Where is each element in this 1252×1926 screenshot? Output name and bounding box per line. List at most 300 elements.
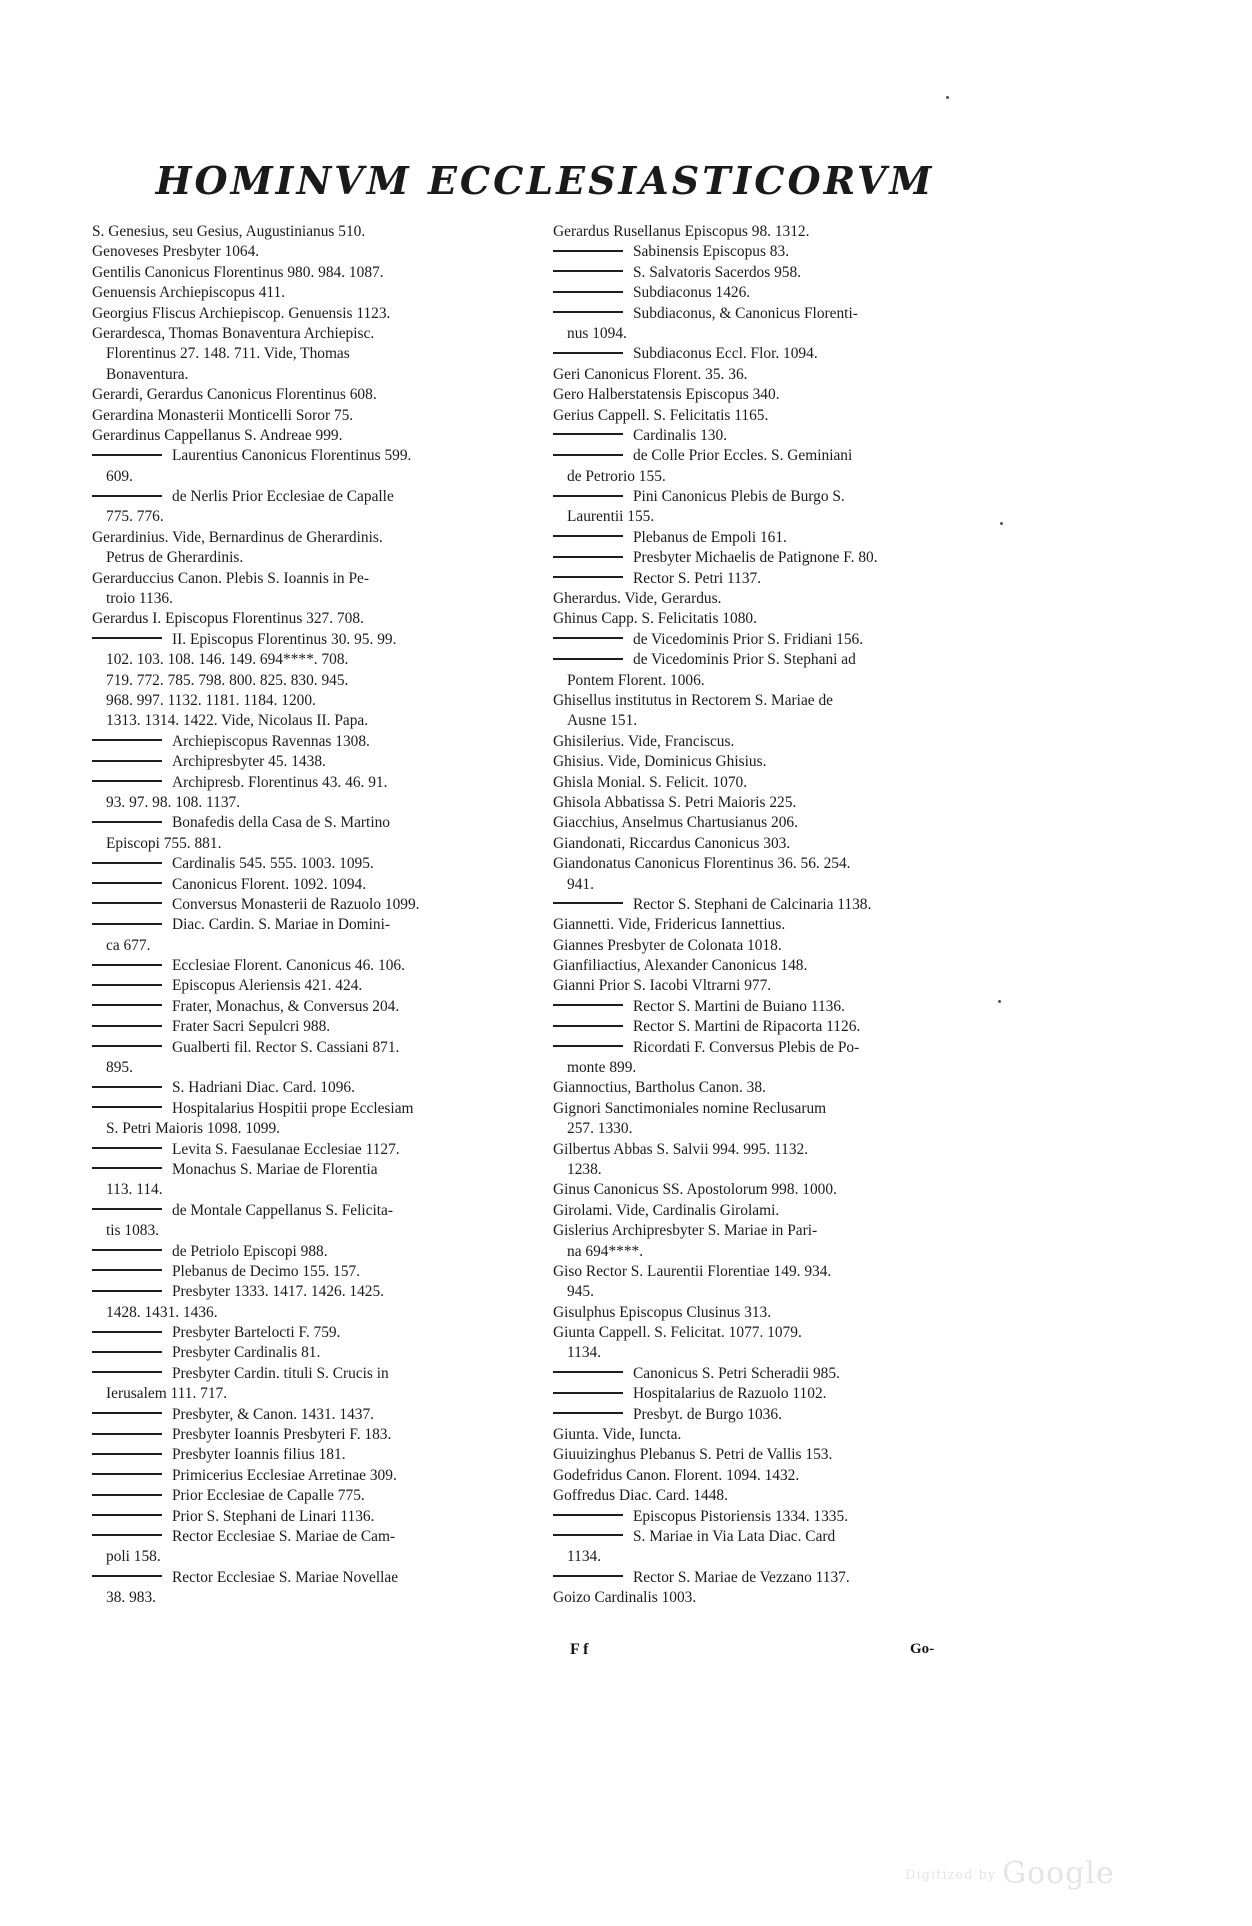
- index-subentry: [92, 1425, 530, 1445]
- entry-text: 1134.: [567, 1548, 602, 1566]
- entry-text: troio 1136.: [106, 590, 173, 608]
- index-entry: [553, 1445, 989, 1465]
- ditto-dash: [92, 984, 162, 986]
- entry-text: Presbyt. de Burgo 1036.: [633, 1405, 782, 1423]
- index-continuation: [553, 467, 989, 487]
- index-entry: [553, 609, 989, 629]
- index-entry: [553, 752, 989, 772]
- digitization-watermark: [905, 1856, 1115, 1891]
- index-entry: [553, 1099, 989, 1119]
- index-subentry: [92, 752, 530, 772]
- index-subentry: [553, 650, 989, 670]
- entry-text: Canonicus Florent. 1092. 1094.: [172, 875, 367, 893]
- index-entry: [92, 222, 530, 242]
- ditto-dash: [553, 576, 623, 578]
- entry-text: Rector Ecclesiae S. Mariae de Cam-: [172, 1528, 396, 1545]
- index-subentry: [553, 569, 989, 589]
- index-continuation: [553, 324, 989, 344]
- index-subentry: [92, 630, 530, 650]
- index-entry: [553, 1466, 989, 1486]
- entry-text: 113. 114.: [106, 1181, 163, 1199]
- ditto-dash: [553, 637, 623, 639]
- index-continuation: [92, 365, 530, 385]
- entry-text: Ginus Canonicus SS. Apostolorum 998. 1000.: [553, 1181, 837, 1199]
- index-entry: [553, 365, 989, 385]
- entry-text: Presbyter Ioannis filius 181.: [172, 1446, 346, 1464]
- entry-text: Bonaventura.: [106, 365, 189, 383]
- index-entry: [553, 1486, 989, 1506]
- entry-text: nus 1094.: [567, 324, 627, 342]
- index-subentry: [92, 956, 530, 976]
- index-subentry: [553, 895, 989, 915]
- index-entry: [553, 915, 989, 935]
- index-continuation: [92, 589, 530, 609]
- index-entry: [553, 1588, 989, 1608]
- entry-text: de Vicedominis Prior S. Fridiani 156.: [633, 630, 864, 648]
- index-subentry: [92, 915, 530, 935]
- ditto-dash: [92, 1290, 162, 1292]
- entry-text: Giannes Presbyter de Colonata 1018.: [553, 936, 782, 954]
- index-continuation: [92, 1221, 530, 1241]
- entry-text: 1134.: [567, 1344, 602, 1362]
- entry-text: Gero Halberstatensis Episcopus 340.: [553, 386, 780, 404]
- entry-text: Rector S. Stephani de Calcinaria 1138.: [633, 895, 872, 913]
- entry-text: Gerardesca, Thomas Bonaventura Archiepisc.: [92, 324, 375, 342]
- index-entry: [553, 1262, 989, 1282]
- index-continuation: [553, 875, 989, 895]
- entry-text: Ausne 151.: [567, 712, 638, 730]
- ditto-dash: [553, 291, 623, 293]
- index-continuation: [92, 1303, 530, 1323]
- index-subentry: [92, 732, 530, 752]
- entry-text: Ghinus Capp. S. Felicitatis 1080.: [553, 610, 757, 628]
- entry-text: Gerardinus Cappellanus S. Andreae 999.: [92, 426, 343, 444]
- entry-text: monte 899.: [567, 1059, 637, 1077]
- ditto-dash: [92, 1147, 162, 1149]
- ditto-dash: [92, 1004, 162, 1006]
- entry-text: Ecclesiae Florent. Canonicus 46. 106.: [172, 957, 405, 975]
- ditto-dash: [92, 1473, 162, 1475]
- ditto-dash: [553, 902, 623, 904]
- ditto-dash: [553, 250, 623, 252]
- entry-text: Giuuizinghus Plebanus S. Petri de Vallis 153.: [553, 1446, 833, 1464]
- entry-text: Levita S. Faesulanae Ecclesiae 1127.: [172, 1140, 400, 1158]
- index-continuation: [553, 1058, 989, 1078]
- entry-text: Primicerius Ecclesiae Arretinae 309.: [172, 1466, 397, 1484]
- index-continuation: [92, 467, 530, 487]
- entry-text: 1428. 1431. 1436.: [106, 1303, 218, 1321]
- index-entry: [553, 589, 989, 609]
- index-subentry: [92, 976, 530, 996]
- index-subentry: [553, 997, 989, 1017]
- index-entry: [92, 406, 530, 426]
- entry-text: Frater, Monachus, & Conversus 204.: [172, 997, 400, 1015]
- index-subentry: [92, 1405, 530, 1425]
- ditto-dash: [92, 1269, 162, 1271]
- index-continuation: [553, 1160, 989, 1180]
- entry-text: Presbyter Cardin. tituli S. Crucis in: [172, 1364, 389, 1382]
- ditto-dash: [92, 1412, 162, 1414]
- index-entry: [553, 691, 989, 711]
- index-subentry: [92, 1160, 530, 1180]
- entry-text: Archiepiscopus Ravennas 1308.: [172, 732, 370, 750]
- ditto-dash: [92, 1494, 162, 1496]
- index-entry: [553, 976, 989, 996]
- entry-text: 1238.: [567, 1160, 602, 1178]
- index-entry: [92, 609, 530, 629]
- index-continuation: [92, 344, 530, 364]
- entry-text: Georgius Fliscus Archiepiscop. Genuensis 1123.: [92, 304, 391, 322]
- entry-text: de Petriolo Episcopi 988.: [172, 1242, 328, 1260]
- entry-text: na 694****.: [567, 1242, 644, 1260]
- index-entry: [92, 324, 530, 344]
- ditto-dash: [92, 495, 162, 497]
- index-subentry: [92, 1140, 530, 1160]
- index-entry: [553, 1425, 989, 1445]
- index-subentry: [92, 1099, 530, 1119]
- entry-text: Rector S. Mariae de Vezzano 1137.: [633, 1568, 850, 1586]
- ditto-dash: [92, 1045, 162, 1047]
- entry-text: Goffredus Diac. Card. 1448.: [553, 1487, 728, 1505]
- index-subentry: [92, 813, 530, 833]
- index-subentry: [92, 1262, 530, 1282]
- index-subentry: [92, 1364, 530, 1384]
- entry-text: 257. 1330.: [567, 1120, 633, 1138]
- ditto-dash: [92, 1025, 162, 1027]
- entry-text: S. Salvatoris Sacerdos 958.: [633, 263, 801, 281]
- entry-text: Godefridus Canon. Florent. 1094. 1432.: [553, 1466, 800, 1484]
- entry-text: Pontem Florent. 1006.: [567, 671, 705, 689]
- entry-text: Subdiaconus 1426.: [633, 284, 751, 302]
- ditto-dash: [553, 1534, 623, 1536]
- ditto-dash: [92, 739, 162, 741]
- index-subentry: [92, 854, 530, 874]
- index-subentry: [553, 242, 989, 262]
- index-entry: [553, 732, 989, 752]
- ditto-dash: [92, 1433, 162, 1435]
- ditto-dash: [92, 902, 162, 904]
- index-entry: [553, 773, 989, 793]
- page-title: HOMINVM ECCLESIASTICORVM: [155, 158, 935, 203]
- entry-text: Giandonatus Canonicus Florentinus 36. 56. 254.: [553, 855, 851, 873]
- entry-text: Archipresb. Florentinus 43. 46. 91.: [172, 773, 388, 791]
- ditto-dash: [92, 923, 162, 925]
- index-subentry: [553, 487, 989, 507]
- entry-text: ca 677.: [106, 936, 151, 954]
- index-subentry: [92, 1466, 530, 1486]
- entry-text: Gerardina Monasterii Monticelli Soror 75.: [92, 406, 354, 424]
- entry-text: Gianfiliactius, Alexander Canonicus 148.: [553, 957, 808, 975]
- entry-text: 945.: [567, 1283, 594, 1301]
- index-subentry: [553, 263, 989, 283]
- entry-text: Canonicus S. Petri Scheradii 985.: [633, 1364, 840, 1382]
- ditto-dash: [553, 270, 623, 272]
- index-subentry: [92, 1568, 530, 1588]
- page-speck: [946, 96, 949, 99]
- entry-text: Episcopi 755. 881.: [106, 834, 222, 852]
- ditto-dash: [92, 1453, 162, 1455]
- entry-text: Prior Ecclesiae de Capalle 775.: [172, 1487, 365, 1505]
- index-continuation: [553, 1242, 989, 1262]
- index-entry: [553, 1180, 989, 1200]
- entry-text: 1313. 1314. 1422. Vide, Nicolaus II. Papa.: [106, 712, 369, 730]
- catchword: Go-: [910, 1641, 935, 1657]
- index-subentry: [553, 344, 989, 364]
- index-entry: [92, 242, 530, 262]
- index-entry: [553, 813, 989, 833]
- index-subentry: [92, 875, 530, 895]
- entry-text: Prior S. Stephani de Linari 1136.: [172, 1507, 375, 1525]
- entry-text: Plebanus de Decimo 155. 157.: [172, 1262, 361, 1280]
- ditto-dash: [92, 1167, 162, 1169]
- entry-text: Archipresbyter 45. 1438.: [172, 753, 326, 771]
- index-subentry: [92, 1486, 530, 1506]
- entry-text: Rector S. Martini de Buiano 1136.: [633, 997, 845, 1015]
- entry-text: Presbyter Ioannis Presbyteri F. 183.: [172, 1426, 392, 1444]
- ditto-dash: [553, 352, 623, 354]
- page-speck: [1000, 522, 1003, 525]
- index-continuation: [92, 1384, 530, 1404]
- entry-text: 941.: [567, 875, 594, 893]
- index-subentry: [92, 1445, 530, 1465]
- index-continuation: [92, 548, 530, 568]
- entry-text: Ghisilerius. Vide, Franciscus.: [553, 732, 735, 750]
- entry-text: 968. 997. 1132. 1181. 1184. 1200.: [106, 691, 316, 709]
- ditto-dash: [92, 760, 162, 762]
- entry-text: S. Petri Maioris 1098. 1099.: [106, 1120, 281, 1138]
- index-subentry: [92, 1527, 530, 1547]
- index-continuation: [553, 1282, 989, 1302]
- index-entry: [92, 426, 530, 446]
- index-continuation: [92, 650, 530, 670]
- index-subentry: [553, 426, 989, 446]
- index-entry: [553, 406, 989, 426]
- index-entry: [553, 222, 989, 242]
- entry-text: Bonafedis della Casa de S. Martino: [172, 814, 390, 832]
- entry-text: Subdiaconus, & Canonicus Florenti-: [633, 304, 858, 322]
- index-continuation: [553, 507, 989, 527]
- entry-text: Gerardus I. Episcopus Florentinus 327. 708.: [92, 610, 364, 628]
- entry-text: Cardinalis 130.: [633, 426, 728, 444]
- entry-text: Episcopus Pistoriensis 1334. 1335.: [633, 1507, 849, 1525]
- entry-text: Ricordati F. Conversus Plebis de Po-: [633, 1038, 860, 1056]
- entry-text: de Vicedominis Prior S. Stephani ad: [633, 651, 856, 669]
- index-continuation: [92, 1119, 530, 1139]
- entry-text: Giunta Cappell. S. Felicitat. 1077. 1079.: [553, 1324, 802, 1342]
- index-continuation: [553, 1343, 989, 1363]
- entry-text: Gherardus. Vide, Gerardus.: [553, 590, 722, 608]
- entry-text: Presbyter Bartelocti F. 759.: [172, 1324, 341, 1342]
- entry-text: de Petrorio 155.: [567, 467, 666, 485]
- entry-text: Goizo Cardinalis 1003.: [553, 1589, 697, 1607]
- ditto-dash: [553, 1514, 623, 1516]
- entry-text: 38. 983.: [106, 1589, 157, 1607]
- entry-text: Gerardi, Gerardus Canonicus Florentinus 608.: [92, 386, 377, 404]
- entry-text: Girolami. Vide, Cardinalis Girolami.: [553, 1201, 780, 1219]
- entry-text: de Colle Prior Eccles. S. Geminiani: [633, 447, 853, 465]
- index-continuation: [92, 1058, 530, 1078]
- index-continuation: [553, 1547, 989, 1567]
- index-subentry: [553, 630, 989, 650]
- index-subentry: [92, 773, 530, 793]
- entry-text: Gerius Cappell. S. Felicitatis 1165.: [553, 406, 769, 424]
- entry-text: Hospitalarius Hospitii prope Ecclesiam: [172, 1099, 414, 1117]
- entry-text: Ghisola Abbatissa S. Petri Maioris 225.: [553, 793, 797, 811]
- ditto-dash: [92, 1086, 162, 1088]
- index-subentry: [92, 1078, 530, 1098]
- ditto-dash: [553, 433, 623, 435]
- ditto-dash: [553, 1371, 623, 1373]
- entry-text: 102. 103. 108. 146. 149. 694****. 708.: [106, 651, 349, 669]
- entry-text: Gualberti fil. Rector S. Cassiani 871.: [172, 1038, 400, 1056]
- ditto-dash: [92, 1249, 162, 1251]
- entry-text: de Montale Cappellanus S. Felicita-: [172, 1201, 393, 1219]
- entry-text: Monachus S. Mariae de Florentia: [172, 1160, 378, 1178]
- entry-text: Laurentius Canonicus Florentinus 599.: [172, 447, 412, 465]
- index-subentry: [92, 1323, 530, 1343]
- page-speck: [998, 1000, 1001, 1003]
- index-subentry: [553, 1017, 989, 1037]
- watermark-brand: Google: [1002, 1856, 1115, 1891]
- entry-text: II. Episcopus Florentinus 30. 95. 99.: [172, 630, 397, 648]
- index-subentry: [553, 1038, 989, 1058]
- index-entry: [553, 834, 989, 854]
- index-subentry: [92, 895, 530, 915]
- index-column-right: [553, 222, 989, 1609]
- entry-text: Gerardus Rusellanus Episcopus 98. 1312.: [553, 223, 810, 240]
- entry-text: Gentilis Canonicus Florentinus 980. 984. 1087.: [92, 263, 384, 281]
- entry-text: Rector S. Petri 1137.: [633, 569, 762, 587]
- entry-text: Genoveses Presbyter 1064.: [92, 243, 260, 261]
- index-column-left: [92, 222, 530, 1609]
- watermark-prefix: Digitized by: [905, 1867, 997, 1883]
- ditto-dash: [553, 1392, 623, 1394]
- entry-text: 93. 97. 98. 108. 1137.: [106, 793, 241, 811]
- index-entry: [553, 1323, 989, 1343]
- entry-text: Gisulphus Episcopus Clusinus 313.: [553, 1303, 772, 1321]
- entry-text: Ghisla Monial. S. Felicit. 1070.: [553, 773, 748, 791]
- index-subentry: [553, 1405, 989, 1425]
- index-entry: [92, 569, 530, 589]
- ditto-dash: [553, 311, 623, 313]
- index-subentry: [92, 1282, 530, 1302]
- ditto-dash: [553, 495, 623, 497]
- index-subentry: [553, 528, 989, 548]
- entry-text: Giunta. Vide, Iuncta.: [553, 1426, 682, 1444]
- index-entry: [553, 936, 989, 956]
- index-subentry: [553, 446, 989, 466]
- index-continuation: [92, 936, 530, 956]
- entry-text: Gilbertus Abbas S. Salvii 994. 995. 1132.: [553, 1140, 809, 1158]
- index-continuation: [92, 1547, 530, 1567]
- entry-text: Giso Rector S. Laurentii Florentiae 149. 934.: [553, 1262, 832, 1280]
- signature-mark: F f: [570, 1641, 589, 1658]
- index-subentry: [553, 1527, 989, 1547]
- index-continuation: [92, 691, 530, 711]
- index-continuation: [92, 671, 530, 691]
- index-entry: [92, 283, 530, 303]
- entry-text: Gignori Sanctimoniales nomine Reclusarum: [553, 1099, 827, 1117]
- index-continuation: [92, 1180, 530, 1200]
- entry-text: Giandonati, Riccardus Canonicus 303.: [553, 834, 791, 852]
- ditto-dash: [92, 1534, 162, 1536]
- index-continuation: [553, 671, 989, 691]
- entry-text: Presbyter Michaelis de Patignone F. 80.: [633, 549, 878, 567]
- entry-text: Hospitalarius de Razuolo 1102.: [633, 1385, 827, 1403]
- index-subentry: [92, 487, 530, 507]
- ditto-dash: [92, 964, 162, 966]
- entry-text: Geri Canonicus Florent. 35. 36.: [553, 365, 748, 383]
- ditto-dash: [553, 1412, 623, 1414]
- entry-text: Diac. Cardin. S. Mariae in Domini-: [172, 916, 390, 934]
- ditto-dash: [92, 1208, 162, 1210]
- index-entry: [553, 1140, 989, 1160]
- entry-text: Pini Canonicus Plebis de Burgo S.: [633, 488, 845, 506]
- entry-text: Ierusalem 111. 717.: [106, 1385, 228, 1403]
- ditto-dash: [553, 1575, 623, 1577]
- entry-text: S. Genesius, seu Gesius, Augustinianus 510.: [92, 223, 366, 240]
- entry-text: Florentinus 27. 148. 711. Vide, Thomas: [106, 345, 350, 363]
- entry-text: Gerardinius. Vide, Bernardinus de Gherardinis.: [92, 528, 383, 546]
- index-continuation: [92, 507, 530, 527]
- index-subentry: [92, 1038, 530, 1058]
- index-entry: [92, 304, 530, 324]
- index-subentry: [553, 1507, 989, 1527]
- entry-text: S. Hadriani Diac. Card. 1096.: [172, 1079, 355, 1097]
- entry-text: 719. 772. 785. 798. 800. 825. 830. 945.: [106, 671, 349, 689]
- index-entry: [92, 528, 530, 548]
- index-subentry: [553, 1364, 989, 1384]
- entry-text: de Nerlis Prior Ecclesiae de Capalle: [172, 488, 394, 506]
- entry-text: Frater Sacri Sepulcri 988.: [172, 1018, 331, 1036]
- ditto-dash: [92, 821, 162, 823]
- entry-text: Ghisius. Vide, Dominicus Ghisius.: [553, 753, 767, 771]
- index-subentry: [92, 1201, 530, 1221]
- entry-text: Giacchius, Anselmus Chartusianus 206.: [553, 814, 798, 832]
- entry-text: Sabinensis Episcopus 83.: [633, 243, 790, 261]
- ditto-dash: [553, 556, 623, 558]
- index-subentry: [553, 283, 989, 303]
- ditto-dash: [92, 1106, 162, 1108]
- index-subentry: [92, 997, 530, 1017]
- ditto-dash: [92, 1351, 162, 1353]
- ditto-dash: [92, 780, 162, 782]
- ditto-dash: [92, 454, 162, 456]
- index-subentry: [92, 1017, 530, 1037]
- entry-text: Giannetti. Vide, Fridericus Iannettius.: [553, 916, 786, 934]
- entry-text: Rector Ecclesiae S. Mariae Novellae: [172, 1568, 399, 1586]
- ditto-dash: [553, 658, 623, 660]
- index-continuation: [553, 1119, 989, 1139]
- ditto-dash: [92, 862, 162, 864]
- entry-text: Conversus Monasterii de Razuolo 1099.: [172, 895, 420, 913]
- index-entry: [553, 854, 989, 874]
- entry-text: tis 1083.: [106, 1222, 160, 1240]
- entry-text: Episcopus Aleriensis 421. 424.: [172, 977, 363, 995]
- index-entry: [553, 1303, 989, 1323]
- ditto-dash: [553, 1045, 623, 1047]
- index-subentry: [553, 1568, 989, 1588]
- index-entry: [553, 385, 989, 405]
- index-continuation: [92, 1588, 530, 1608]
- entry-text: Cardinalis 545. 555. 1003. 1095.: [172, 855, 374, 873]
- index-entry: [92, 385, 530, 405]
- index-entry: [553, 1221, 989, 1241]
- ditto-dash: [553, 454, 623, 456]
- entry-text: Plebanus de Empoli 161.: [633, 528, 787, 546]
- index-entry: [553, 793, 989, 813]
- entry-text: Presbyter 1333. 1417. 1426. 1425.: [172, 1283, 385, 1301]
